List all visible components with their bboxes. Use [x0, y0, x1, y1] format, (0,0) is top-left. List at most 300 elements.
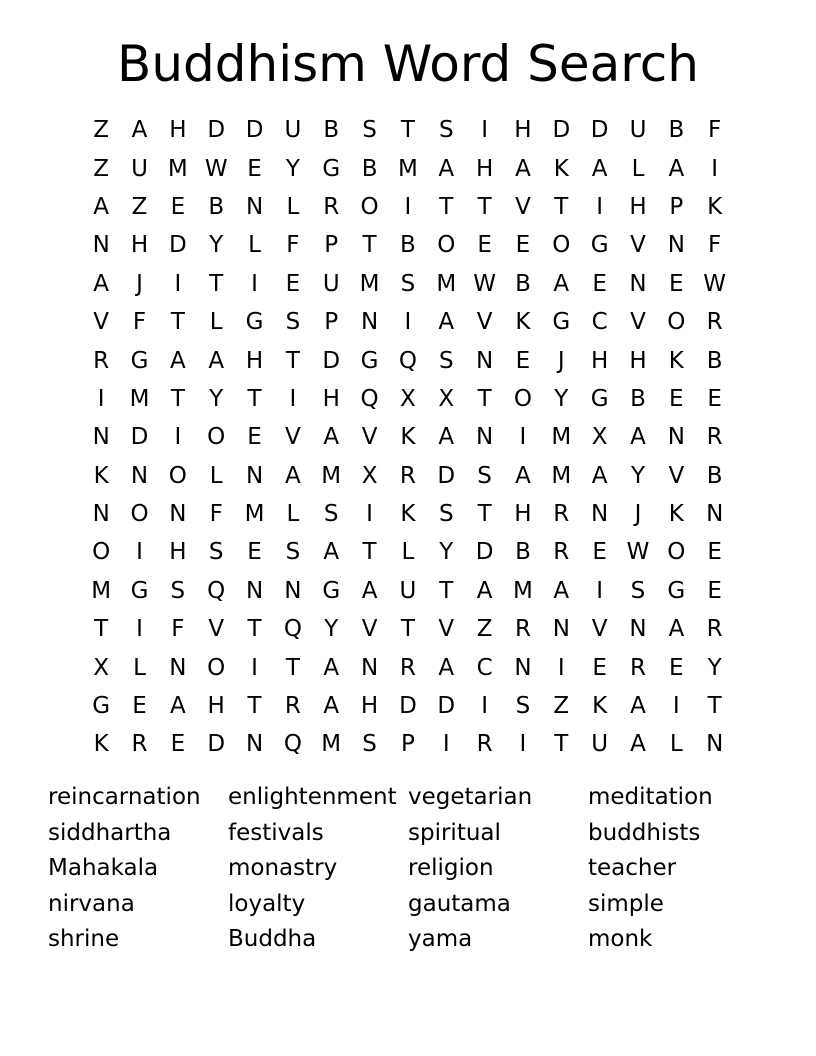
grid-letter[interactable]: R: [706, 616, 723, 643]
grid-letter[interactable]: E: [669, 654, 684, 681]
grid-letter[interactable]: R: [399, 654, 416, 681]
grid-letter[interactable]: V: [476, 309, 493, 336]
grid-letter[interactable]: B: [361, 155, 378, 182]
grid-letter[interactable]: A: [208, 347, 225, 374]
grid-letter[interactable]: T: [439, 577, 454, 604]
grid-letter[interactable]: A: [169, 347, 186, 374]
grid-letter[interactable]: L: [209, 462, 223, 489]
grid-letter[interactable]: T: [707, 693, 722, 720]
grid-letter[interactable]: S: [170, 577, 186, 604]
grid-letter[interactable]: E: [285, 270, 301, 297]
grid-letter[interactable]: A: [553, 577, 570, 604]
grid-letter[interactable]: H: [629, 347, 647, 374]
grid-letter[interactable]: T: [362, 232, 377, 259]
grid-letter[interactable]: P: [324, 232, 339, 259]
grid-letter[interactable]: K: [553, 155, 569, 182]
grid-letter[interactable]: E: [669, 270, 684, 297]
grid-letter[interactable]: X: [93, 654, 110, 681]
grid-letter[interactable]: G: [130, 347, 149, 374]
grid-letter[interactable]: R: [706, 309, 723, 336]
grid-letter[interactable]: V: [361, 424, 378, 451]
grid-letter[interactable]: B: [323, 117, 340, 144]
grid-letter[interactable]: A: [438, 309, 455, 336]
grid-letter[interactable]: N: [245, 577, 264, 604]
grid-letter[interactable]: S: [630, 577, 646, 604]
grid-letter[interactable]: N: [130, 462, 149, 489]
grid-letter[interactable]: F: [209, 501, 223, 528]
grid-letter[interactable]: E: [477, 232, 492, 259]
grid-letter[interactable]: O: [130, 501, 149, 528]
grid-letter[interactable]: I: [596, 193, 604, 220]
grid-letter[interactable]: I: [251, 270, 258, 297]
grid-letter[interactable]: P: [400, 731, 415, 758]
grid-letter[interactable]: N: [92, 232, 110, 259]
grid-letter[interactable]: A: [323, 693, 340, 720]
grid-letter[interactable]: I: [519, 731, 527, 758]
grid-letter[interactable]: D: [399, 693, 417, 720]
grid-letter[interactable]: F: [171, 616, 185, 643]
grid-letter[interactable]: H: [475, 155, 494, 182]
word-column: [228, 780, 408, 958]
grid-letter[interactable]: T: [362, 539, 377, 566]
grid-letter[interactable]: G: [590, 232, 609, 259]
grid-letter[interactable]: Y: [324, 616, 339, 643]
grid-letter[interactable]: U: [322, 270, 340, 297]
grid-letter[interactable]: W: [473, 270, 496, 297]
grid-letter[interactable]: A: [553, 270, 570, 297]
grid-letter[interactable]: L: [286, 501, 300, 528]
grid-letter[interactable]: S: [285, 539, 301, 566]
grid-letter[interactable]: L: [401, 539, 415, 566]
grid-letter[interactable]: A: [438, 654, 455, 681]
grid-letter[interactable]: G: [552, 309, 571, 336]
grid-letter[interactable]: B: [668, 117, 685, 144]
grid-letter[interactable]: V: [208, 616, 225, 643]
grid-letter[interactable]: S: [515, 693, 531, 720]
grid-letter[interactable]: I: [404, 193, 412, 220]
grid-letter[interactable]: T: [209, 270, 224, 297]
grid-letter[interactable]: L: [286, 193, 300, 220]
grid-letter[interactable]: V: [93, 309, 110, 336]
grid-letter[interactable]: A: [93, 193, 110, 220]
grid-letter[interactable]: E: [592, 654, 607, 681]
grid-letter[interactable]: R: [284, 693, 301, 720]
grid-letter[interactable]: Z: [131, 193, 148, 220]
grid-letter[interactable]: N: [245, 462, 264, 489]
grid-letter[interactable]: O: [513, 385, 532, 412]
grid-letter[interactable]: I: [289, 385, 297, 412]
grid-letter[interactable]: N: [476, 347, 494, 374]
grid-letter[interactable]: I: [519, 424, 527, 451]
grid-letter[interactable]: I: [136, 616, 143, 643]
grid-letter[interactable]: E: [707, 385, 722, 412]
grid-letter[interactable]: H: [169, 117, 187, 144]
grid-letter[interactable]: S: [208, 539, 224, 566]
word-list-item: siddhartha: [48, 819, 172, 846]
grid-letter[interactable]: Y: [209, 385, 224, 412]
grid-letter[interactable]: A: [668, 155, 685, 182]
grid-letter[interactable]: O: [92, 539, 111, 566]
grid-letter[interactable]: B: [706, 347, 723, 374]
grid-letter[interactable]: Q: [398, 347, 417, 374]
grid-letter[interactable]: S: [438, 501, 454, 528]
grid-letter[interactable]: S: [477, 462, 492, 489]
grid-letter[interactable]: K: [93, 731, 109, 758]
grid-letter[interactable]: J: [557, 347, 565, 374]
grid-letter[interactable]: Z: [553, 693, 570, 720]
grid-letter[interactable]: A: [630, 424, 646, 451]
grid-letter[interactable]: N: [591, 501, 609, 528]
grid-letter[interactable]: O: [360, 193, 379, 220]
grid-letter[interactable]: I: [557, 654, 565, 681]
grid-letter[interactable]: H: [360, 693, 379, 720]
grid-letter[interactable]: R: [514, 616, 531, 643]
grid-letter[interactable]: O: [207, 654, 226, 681]
grid-letter[interactable]: G: [322, 577, 341, 604]
grid-letter[interactable]: I: [481, 117, 488, 144]
grid-letter[interactable]: M: [436, 270, 457, 297]
grid-letter[interactable]: V: [591, 616, 608, 643]
grid-letter[interactable]: E: [170, 193, 186, 220]
grid-letter[interactable]: I: [442, 731, 450, 758]
grid-letter[interactable]: S: [438, 117, 454, 144]
grid-letter[interactable]: Y: [630, 462, 646, 489]
grid-letter[interactable]: H: [322, 385, 340, 412]
grid-letter[interactable]: U: [399, 577, 417, 604]
grid-letter[interactable]: B: [706, 462, 723, 489]
grid-letter[interactable]: F: [132, 309, 147, 336]
grid-letter[interactable]: G: [92, 693, 111, 720]
grid-letter[interactable]: A: [515, 155, 531, 182]
grid-letter[interactable]: V: [361, 616, 378, 643]
grid-letter[interactable]: T: [285, 347, 300, 374]
grid-letter[interactable]: G: [360, 347, 379, 374]
grid-letter[interactable]: A: [438, 424, 455, 451]
grid-letter[interactable]: X: [400, 385, 416, 412]
grid-letter[interactable]: M: [321, 731, 342, 758]
grid-letter[interactable]: I: [174, 424, 182, 451]
grid-letter[interactable]: T: [247, 385, 262, 412]
grid-letter[interactable]: W: [703, 270, 727, 297]
grid-letter[interactable]: N: [245, 731, 264, 758]
grid-letter[interactable]: O: [168, 462, 187, 489]
grid-letter[interactable]: N: [476, 424, 494, 451]
grid-letter[interactable]: A: [630, 693, 646, 720]
grid-letter[interactable]: N: [169, 501, 187, 528]
grid-letter[interactable]: N: [629, 270, 647, 297]
grid-letter[interactable]: N: [667, 424, 685, 451]
grid-letter[interactable]: E: [592, 539, 607, 566]
grid-letter[interactable]: U: [131, 155, 148, 182]
grid-letter[interactable]: S: [362, 731, 377, 758]
word-list-item: Mahakala: [48, 855, 159, 882]
grid-letter[interactable]: R: [553, 501, 570, 528]
grid-letter[interactable]: O: [437, 232, 456, 259]
grid-letter[interactable]: E: [592, 270, 607, 297]
grid-letter[interactable]: N: [92, 424, 110, 451]
grid-letter[interactable]: Y: [554, 385, 569, 412]
grid-letter[interactable]: B: [515, 270, 531, 297]
grid-letter[interactable]: R: [706, 424, 723, 451]
grid-letter[interactable]: X: [438, 385, 455, 412]
grid-letter[interactable]: C: [476, 654, 493, 681]
grid-letter[interactable]: A: [361, 577, 378, 604]
grid-letter[interactable]: B: [208, 193, 225, 220]
grid-letter[interactable]: B: [515, 539, 531, 566]
grid-letter[interactable]: N: [514, 654, 532, 681]
grid-letter[interactable]: L: [631, 155, 645, 182]
grid-letter[interactable]: T: [554, 193, 569, 220]
grid-letter[interactable]: N: [92, 501, 110, 528]
grid-letter[interactable]: K: [400, 424, 416, 451]
grid-letter[interactable]: Y: [209, 232, 224, 259]
grid-letter[interactable]: D: [245, 117, 264, 144]
grid-letter[interactable]: Y: [285, 155, 300, 182]
grid-letter[interactable]: H: [629, 193, 647, 220]
grid-letter[interactable]: D: [207, 117, 226, 144]
grid-letter[interactable]: O: [667, 539, 686, 566]
grid-letter[interactable]: M: [513, 577, 533, 604]
grid-letter[interactable]: M: [359, 270, 380, 297]
grid-letter[interactable]: V: [515, 193, 531, 220]
grid-letter[interactable]: T: [170, 309, 185, 336]
grid-letter[interactable]: M: [397, 155, 418, 182]
grid-letter[interactable]: F: [708, 232, 722, 259]
grid-letter[interactable]: T: [477, 385, 492, 412]
grid-row: [82, 725, 734, 763]
grid-letter[interactable]: I: [174, 270, 182, 297]
grid-letter[interactable]: R: [399, 462, 416, 489]
grid-letter[interactable]: E: [707, 539, 722, 566]
grid-letter[interactable]: A: [323, 424, 340, 451]
grid-letter[interactable]: K: [515, 309, 531, 336]
grid-letter[interactable]: H: [245, 347, 264, 374]
grid-letter[interactable]: I: [711, 155, 719, 182]
grid-letter[interactable]: K: [707, 193, 723, 220]
grid-letter[interactable]: P: [324, 309, 339, 336]
grid-letter[interactable]: A: [668, 616, 685, 643]
grid-letter[interactable]: T: [400, 117, 415, 144]
grid-letter[interactable]: V: [668, 462, 685, 489]
grid-letter[interactable]: D: [322, 347, 341, 374]
grid-letter[interactable]: V: [285, 424, 301, 451]
grid-letter[interactable]: U: [591, 731, 609, 758]
grid-letter[interactable]: A: [323, 539, 340, 566]
grid-letter[interactable]: A: [476, 577, 493, 604]
grid-letter[interactable]: Z: [476, 616, 493, 643]
grid-letter[interactable]: L: [133, 654, 146, 681]
word-list-item: festivals: [228, 819, 324, 846]
grid-letter[interactable]: F: [708, 117, 722, 144]
grid-letter[interactable]: N: [552, 616, 570, 643]
grid-letter[interactable]: M: [551, 462, 572, 489]
grid-letter[interactable]: T: [247, 693, 262, 720]
grid-letter[interactable]: N: [667, 232, 685, 259]
grid-letter[interactable]: E: [132, 693, 147, 720]
grid-letter[interactable]: S: [323, 501, 339, 528]
grid-letter[interactable]: E: [247, 424, 262, 451]
grid-letter[interactable]: A: [131, 117, 148, 144]
grid-letter[interactable]: T: [247, 616, 262, 643]
grid-letter[interactable]: S: [362, 117, 377, 144]
grid-letter[interactable]: K: [668, 347, 684, 374]
grid-letter[interactable]: N: [169, 654, 187, 681]
grid-letter[interactable]: E: [247, 539, 262, 566]
grid-letter[interactable]: I: [481, 693, 488, 720]
grid-letter[interactable]: I: [596, 577, 604, 604]
grid-letter[interactable]: S: [285, 309, 301, 336]
grid-letter[interactable]: Q: [207, 577, 226, 604]
grid-letter[interactable]: D: [169, 232, 187, 259]
grid-letter[interactable]: T: [94, 616, 109, 643]
grid-letter[interactable]: A: [285, 462, 301, 489]
grid-letter[interactable]: R: [93, 347, 110, 374]
grid-letter[interactable]: N: [360, 309, 379, 336]
grid-letter[interactable]: A: [93, 270, 110, 297]
grid-letter[interactable]: O: [207, 424, 226, 451]
grid-letter[interactable]: N: [706, 501, 724, 528]
grid-letter[interactable]: R: [476, 731, 493, 758]
grid-letter[interactable]: F: [286, 232, 300, 259]
grid-letter[interactable]: A: [169, 693, 186, 720]
grid-letter[interactable]: R: [323, 193, 340, 220]
grid-letter[interactable]: U: [629, 117, 647, 144]
word-column: [48, 780, 228, 958]
grid-letter[interactable]: B: [630, 385, 646, 412]
grid-letter[interactable]: H: [514, 501, 532, 528]
grid-letter[interactable]: M: [129, 385, 150, 412]
grid-letter[interactable]: I: [251, 654, 258, 681]
grid-letter[interactable]: H: [514, 117, 532, 144]
grid-letter[interactable]: Q: [360, 385, 379, 412]
grid-letter[interactable]: V: [438, 616, 455, 643]
grid-letter[interactable]: I: [404, 309, 412, 336]
grid-letter[interactable]: R: [553, 539, 570, 566]
grid-letter[interactable]: T: [554, 731, 569, 758]
grid-letter[interactable]: A: [515, 462, 531, 489]
grid-letter[interactable]: I: [136, 539, 143, 566]
grid-letter[interactable]: S: [400, 270, 416, 297]
grid-letter[interactable]: K: [668, 501, 684, 528]
grid-letter[interactable]: A: [591, 462, 608, 489]
word-list-item: spiritual: [408, 819, 501, 846]
grid-letter[interactable]: M: [321, 462, 342, 489]
grid-letter[interactable]: P: [669, 193, 684, 220]
grid-letter[interactable]: E: [170, 731, 186, 758]
grid-letter[interactable]: H: [590, 347, 609, 374]
grid-letter[interactable]: D: [437, 462, 456, 489]
grid-letter[interactable]: X: [591, 424, 608, 451]
grid-letter[interactable]: U: [284, 117, 302, 144]
grid-letter[interactable]: J: [136, 270, 143, 297]
grid-letter[interactable]: D: [130, 424, 149, 451]
word-list-item: buddhists: [588, 819, 701, 846]
grid-letter[interactable]: V: [630, 309, 646, 336]
grid-letter[interactable]: I: [97, 385, 105, 412]
grid-letter[interactable]: Y: [707, 654, 722, 681]
grid-letter[interactable]: C: [591, 309, 608, 336]
grid-letter[interactable]: B: [400, 232, 416, 259]
grid-letter[interactable]: G: [667, 577, 686, 604]
grid-row: [82, 380, 734, 418]
grid-letter[interactable]: E: [515, 347, 531, 374]
grid-letter[interactable]: Z: [93, 155, 110, 182]
grid-letter[interactable]: L: [669, 731, 683, 758]
grid-letter[interactable]: A: [591, 155, 608, 182]
grid-letter[interactable]: G: [590, 385, 609, 412]
grid-row: [82, 457, 734, 495]
grid-letter[interactable]: E: [669, 385, 684, 412]
grid-letter[interactable]: T: [477, 501, 492, 528]
grid-letter[interactable]: O: [552, 232, 571, 259]
grid-letter[interactable]: K: [93, 462, 109, 489]
grid-letter[interactable]: T: [477, 193, 492, 220]
grid-letter[interactable]: G: [322, 155, 341, 182]
grid-letter[interactable]: D: [207, 731, 226, 758]
grid-letter[interactable]: N: [706, 731, 724, 758]
grid-letter[interactable]: N: [284, 577, 302, 604]
grid-letter[interactable]: V: [630, 232, 646, 259]
grid-letter[interactable]: W: [204, 155, 228, 182]
grid-letter[interactable]: D: [590, 117, 609, 144]
grid-letter[interactable]: T: [400, 616, 415, 643]
grid-letter[interactable]: D: [475, 539, 494, 566]
grid-letter[interactable]: M: [551, 424, 572, 451]
grid-letter[interactable]: A: [438, 155, 455, 182]
grid-letter[interactable]: H: [169, 539, 187, 566]
grid-letter[interactable]: H: [130, 232, 149, 259]
grid-letter[interactable]: N: [629, 616, 647, 643]
grid-letter[interactable]: D: [437, 693, 456, 720]
grid-letter[interactable]: J: [634, 501, 642, 528]
grid-letter[interactable]: G: [130, 577, 149, 604]
grid-letter[interactable]: R: [629, 654, 646, 681]
grid-letter[interactable]: A: [323, 654, 340, 681]
grid-letter[interactable]: M: [91, 577, 112, 604]
grid-letter[interactable]: S: [438, 347, 454, 374]
grid-letter[interactable]: D: [552, 117, 571, 144]
grid-letter[interactable]: O: [667, 309, 686, 336]
grid-letter[interactable]: R: [131, 731, 148, 758]
grid-letter[interactable]: N: [360, 654, 379, 681]
grid-letter[interactable]: T: [170, 385, 185, 412]
grid-letter[interactable]: T: [285, 654, 300, 681]
grid-letter[interactable]: L: [248, 232, 261, 259]
grid-letter[interactable]: N: [245, 193, 264, 220]
grid-letter[interactable]: E: [515, 232, 531, 259]
grid-letter[interactable]: I: [672, 693, 680, 720]
grid-letter[interactable]: W: [626, 539, 650, 566]
grid-letter[interactable]: K: [592, 693, 608, 720]
grid-letter[interactable]: M: [244, 501, 265, 528]
grid-letter[interactable]: Q: [283, 731, 302, 758]
grid-letter[interactable]: I: [366, 501, 373, 528]
grid-letter[interactable]: A: [630, 731, 646, 758]
grid-letter[interactable]: X: [361, 462, 378, 489]
grid-letter[interactable]: M: [167, 155, 188, 182]
grid-letter[interactable]: E: [247, 155, 262, 182]
grid-letter[interactable]: L: [209, 309, 223, 336]
grid-letter[interactable]: H: [207, 693, 225, 720]
grid-letter[interactable]: E: [707, 577, 722, 604]
grid-letter[interactable]: Y: [439, 539, 454, 566]
grid-letter[interactable]: K: [400, 501, 416, 528]
grid-letter[interactable]: G: [245, 309, 264, 336]
grid-row: [82, 533, 734, 571]
grid-letter[interactable]: Z: [93, 117, 110, 144]
grid-letter[interactable]: T: [439, 193, 454, 220]
grid-letter[interactable]: Q: [283, 616, 302, 643]
